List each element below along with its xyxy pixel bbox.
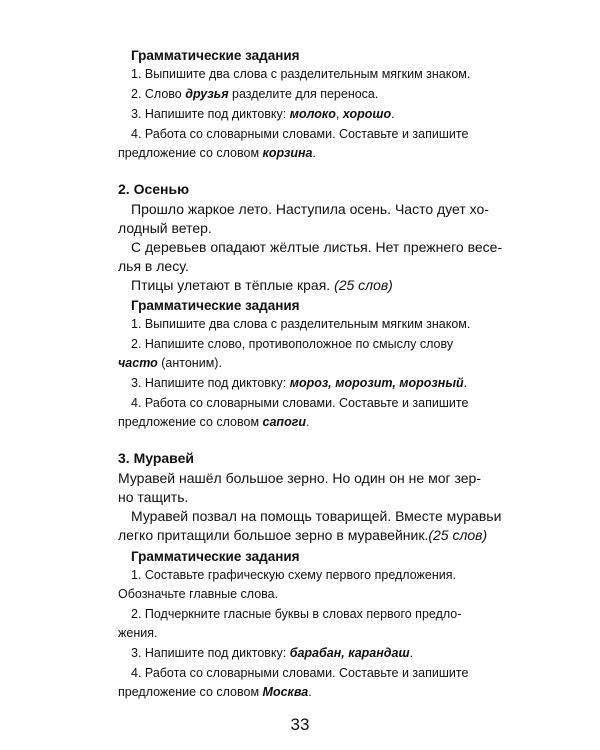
- text2-line1: Прошло жаркое лето. Наступила осень. Часто дует хо-: [131, 201, 489, 217]
- task-3-4-cont: предложение со словом Москва.: [118, 685, 312, 699]
- text3-line2: но тащить.: [118, 489, 189, 505]
- text2-line2: лодный ветер.: [118, 220, 212, 236]
- text2-line3: С деревьев опадают жёлтые листья. Нет прежнего весе-: [131, 239, 503, 255]
- task-1-4-cont: предложение со словом корзина.: [118, 146, 316, 160]
- word-count: (25 слов): [428, 527, 488, 543]
- task-3-4: 4. Работа со словарными словами. Составьте и запишите: [131, 666, 469, 680]
- page-number: 33: [290, 715, 310, 734]
- task-2-2-cont: часто (антоним).: [118, 356, 222, 370]
- task-1-2: 2. Слово друзья разделите для переноса.: [131, 87, 379, 101]
- word-count: (25 слов): [334, 277, 393, 293]
- grammar-heading-3: Грамматические задания: [131, 549, 300, 564]
- task-3-3: 3. Напишите под диктовку: барабан, карандаш.: [131, 646, 414, 660]
- task-1-4: 4. Работа со словарными словами. Составьте и запишите: [131, 127, 469, 141]
- task-3-2: 2. Подчеркните гласные буквы в словах первого предло-: [131, 607, 462, 621]
- grammar-heading-1: Грамматические задания: [131, 48, 300, 63]
- text2-line5: Птицы улетают в тёплые края. (25 слов): [131, 277, 393, 293]
- task-3-1-cont: Обозначьте главные слова.: [118, 587, 279, 601]
- task-2-2: 2. Напишите слово, противоположное по смыслу слову: [131, 337, 454, 351]
- task-2-4-cont: предложение со словом сапоги.: [118, 415, 310, 429]
- task-1-1: 1. Выпишите два слова с разделительным мягким знаком.: [131, 67, 471, 81]
- task-3-2-cont: жения.: [118, 626, 158, 640]
- section-title-2: 2. Осенью: [118, 181, 190, 197]
- text2-line4: лья в лесу.: [118, 258, 189, 274]
- task-1-3: 3. Напишите под диктовку: молоко, хорошо.: [131, 107, 395, 121]
- text3-line4: легко притащили большое зерно в муравейник.(25 слов): [118, 527, 488, 543]
- task-2-3: 3. Напишите под диктовку: мороз, морозит, морозный.: [131, 376, 468, 390]
- task-2-1: 1. Выпишите два слова с разделительным мягким знаком.: [131, 317, 471, 331]
- text3-line3: Муравей позвал на помощь товарищей. Вместе муравьи: [131, 508, 502, 524]
- text3-line1: Муравей нашёл большое зерно. Но один он не мог зер-: [118, 470, 481, 486]
- grammar-heading-2: Грамматические задания: [131, 298, 300, 313]
- task-2-4: 4. Работа со словарными словами. Составьте и запишите: [131, 396, 469, 410]
- task-3-1: 1. Составьте графическую схему первого предложения.: [131, 568, 456, 582]
- section-title-3: 3. Муравей: [118, 450, 194, 466]
